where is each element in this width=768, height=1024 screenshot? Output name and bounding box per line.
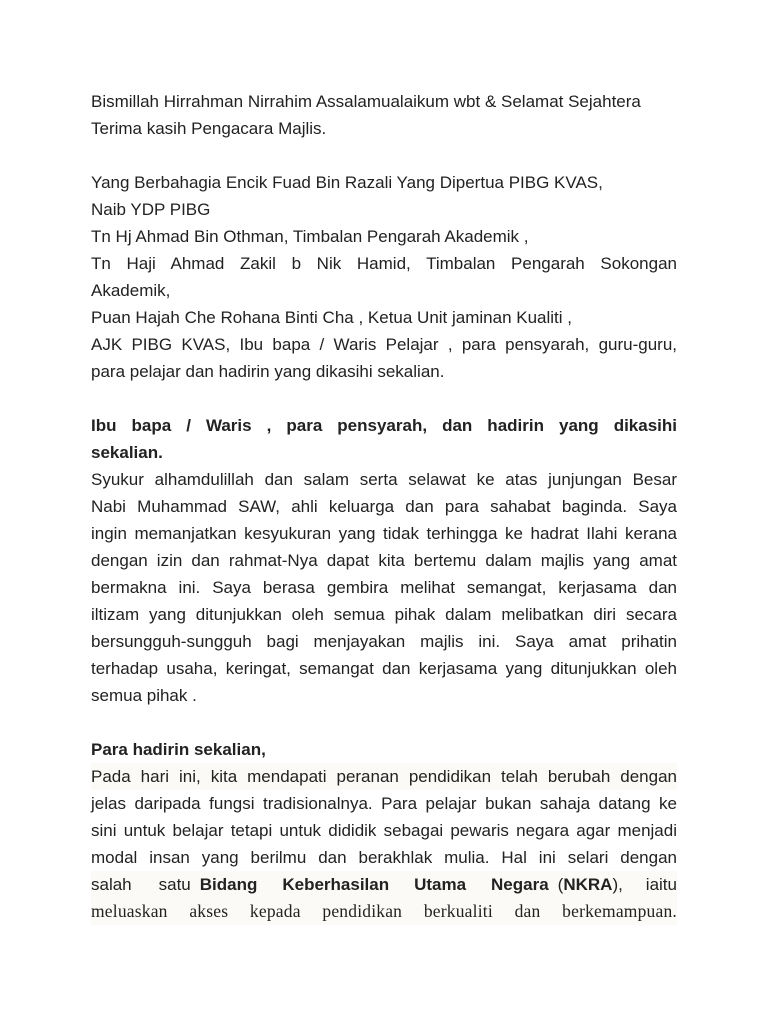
section2-line: modal insan yang berilmu dan berakhlak mulia. Hal ini selari dengan [91,848,677,867]
nkra-line [91,871,677,898]
nkra-name: Bidang Keberhasilan Utama Negara [199,875,549,894]
section2-line: jelas daripada fungsi tradisionalnya. Para pelajar bukan sahaja datang ke [91,794,677,813]
section1-line: terhadap usaha, keringat, semangat dan kerjasama yang ditunjukkan oleh [91,659,677,678]
section1-line: Nabi Muhammad SAW, ahli keluarga dan para sahabat baginda. Saya [91,497,677,516]
section2-line: sini untuk belajar tetapi untuk dididik sebagai pewaris negara agar menjadi [91,821,677,840]
section2-line: Pada hari ini, kita mendapati peranan pendidikan telah berubah dengan [91,763,677,790]
salutation-line-1: Yang Berbahagia Encik Fuad Bin Razali Yang Dipertua PIBG KVAS, [91,173,603,192]
section1-line: iltizam yang ditunjukkan oleh semua pihak dalam melibatkan diri secara [91,605,677,624]
salutation-line-4a: Tn Haji Ahmad Zakil b Nik Hamid, Timbalan Pengarah Sokongan [91,254,677,273]
opening-line-1: Bismillah Hirrahman Nirrahim Assalamualaikum wbt & Selamat Sejahtera [91,92,641,111]
section1-line: ingin memanjatkan kesyukuran yang tidak terhingga ke hadrat Ilahi kerana [91,524,677,543]
salutation-line-2: Naib YDP PIBG [91,200,211,219]
document-page [91,88,677,925]
opening-line-2: Terima kasih Pengacara Majlis. [91,119,327,138]
salutation-line-6a: AJK PIBG KVAS, Ibu bapa / Waris Pelajar , para pensyarah, guru-guru, [91,335,677,354]
nkra-pre: salah satu [91,875,191,894]
nkra-open: ( [548,875,564,894]
nkra-close: ), iaitu [612,875,677,894]
section1-line: dengan izin dan rahmat-Nya dapat kita bertemu dalam majlis yang amat [91,551,677,570]
section2-heading: Para hadirin sekalian, [91,740,266,759]
salutation-line-3: Tn Hj Ahmad Bin Othman, Timbalan Pengarah Akademik , [91,227,529,246]
salutation-line-5: Puan Hajah Che Rohana Binti Cha , Ketua Unit jaminan Kualiti , [91,308,573,327]
section1-last-line: semua pihak . [91,686,197,705]
section1-line: Syukur alhamdulillah dan salam serta selawat ke atas junjungan Besar [91,470,677,489]
section1-line: bermakna ini. Saya berasa gembira melihat semangat, kerjasama dan [91,578,677,597]
section1-heading-a: Ibu bapa / Waris , para pensyarah, dan hadirin yang dikasihi [91,416,677,435]
section2-last-line: meluaskan akses kepada pendidikan berkualiti dan berkemampuan. [91,898,677,925]
section1-heading-b: sekalian. [91,443,163,462]
section1-line: bersungguh-sungguh bagi menjayakan majlis ini. Saya amat prihatin [91,632,677,651]
salutation-line-6b: para pelajar dan hadirin yang dikasihi sekalian. [91,362,445,381]
salutation-line-4b: Akademik, [91,281,171,300]
nkra-abbr: NKRA [563,875,613,894]
